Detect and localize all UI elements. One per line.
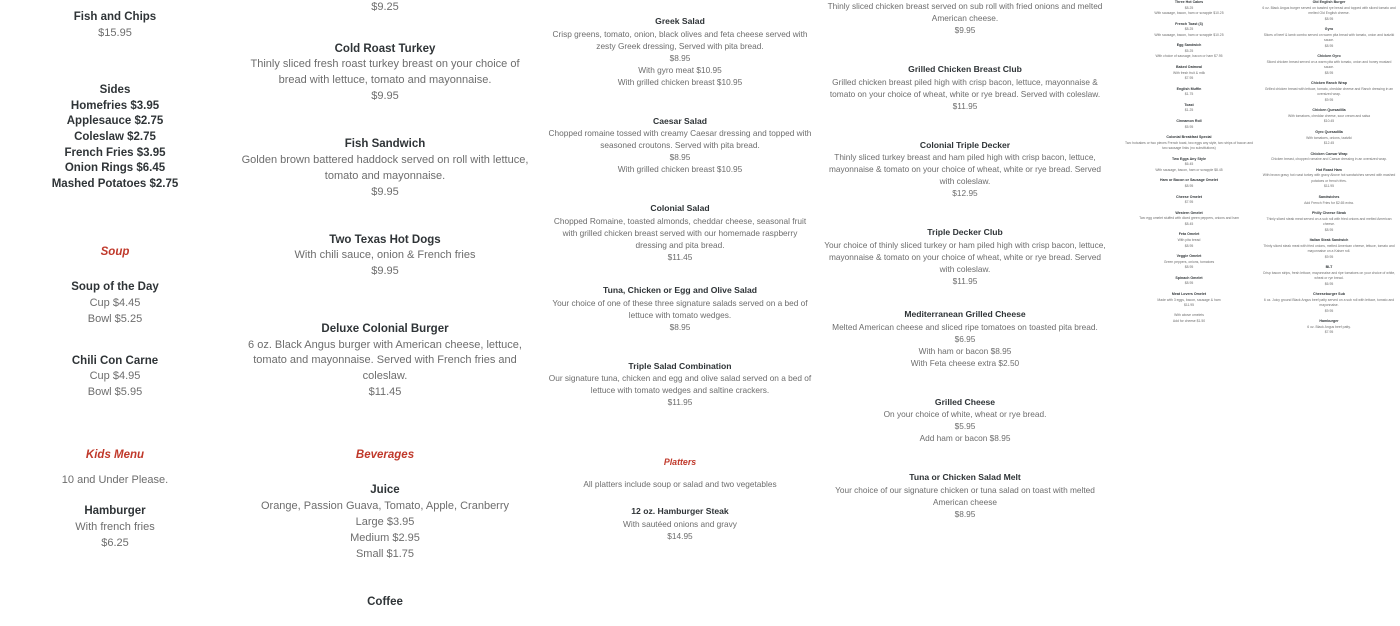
item-name: Hamburger [1319, 319, 1339, 324]
item-price: $9.95 [954, 25, 976, 36]
item-extra: With grilled chicken breast $10.95 [617, 76, 743, 87]
item-name: Deluxe Colonial Burger [321, 322, 449, 335]
item-name: Chicken Caesar Wrap [1310, 151, 1348, 156]
item-description: With tomatoes, onions, tzatziki [1306, 135, 1352, 140]
item-price: $15.95 [98, 26, 132, 39]
item-price-medium: Medium $2.95 [350, 531, 420, 544]
item-price-cup: Cup $4.45 [89, 296, 141, 309]
item-price-large: Large $3.95 [355, 515, 415, 528]
item-name: French Toast (3) [1175, 21, 1203, 26]
item-description: Crisp bacon strips, fresh lettuce, mayonnaise and ripe tomatoes on your choice of white, wheat or rye bread. [1262, 270, 1396, 281]
menu-item-kids-hamburger [10, 504, 220, 551]
platters-note: All platters include soup or salad and two vegetables [583, 478, 777, 489]
item-name: Chicken Ranch Wrap [1311, 81, 1347, 86]
item-name: Colonial Triple Decker [919, 139, 1011, 150]
menu-column-wraps [1258, 0, 1400, 341]
section-heading-soup: Soup [100, 246, 130, 259]
item-extra: With sausage, bacon, ham or scrapple $10.25 [1154, 32, 1224, 37]
menu-group-sides [10, 83, 220, 192]
menu-item-hamburger-plain [1262, 319, 1396, 336]
item-price: $10.45 [1323, 119, 1335, 124]
item-name: Cinnamon Roll [1176, 118, 1202, 123]
item-name: Feta Omelet [1178, 232, 1200, 237]
menu-item-coffee [238, 595, 532, 611]
menu-item-greek-salad [546, 16, 814, 88]
menu-item-three-hot-cakes [1122, 0, 1256, 17]
item-name: Cold Roast Turkey [334, 42, 436, 55]
item-name: Italian Steak Sandwich [1309, 238, 1349, 242]
menu-item-chicken-caesar-wrap [1262, 152, 1396, 163]
item-name: Hot Roast Ham [1316, 167, 1342, 172]
item-name: Grilled Chicken Breast Club [908, 64, 1022, 75]
item-description: With fresh fruit & milk [1172, 70, 1206, 75]
item-price-small: Small $1.75 [355, 547, 415, 560]
item-description: Thinly sliced steak meat with fried onions, melted American cheese, lettuce, tomato and mayonnaise on a Kaiser roll. [1263, 243, 1395, 254]
item-name: Chili Con Carne [71, 354, 159, 367]
item-price: $7.95 [1184, 200, 1194, 205]
menu-item-tuna-or-chicken-salad-melt [821, 472, 1109, 520]
menu-item-omelet-cheese-addon [1122, 313, 1256, 324]
kids-menu-note: 10 and Under Please. [61, 474, 169, 487]
item-description: Golden brown battered haddock served on roll with lettuce, tomato and mayonnaise. [241, 153, 529, 182]
item-price: $6.95 [954, 333, 976, 344]
item-price: $12.45 [1323, 141, 1335, 146]
item-extra: With Feta cheese extra $2.50 [910, 357, 1020, 368]
menu-item-feta-omelet [1122, 232, 1256, 249]
item-name: Hamburger [84, 505, 146, 518]
side-option: Onion Rings $6.45 [64, 162, 166, 175]
item-description: Add French Fries for $2.65 extra. [1304, 200, 1354, 205]
item-price: $5.25 [1184, 49, 1194, 53]
item-description: Grilled chicken breast with lettuce, tomato, cheddar cheese and Ranch dressing in an oversized wrap. [1264, 86, 1394, 97]
menu-item-two-texas-hot-dogs [238, 233, 532, 280]
item-price: $11.95 [667, 397, 693, 408]
menu-item-veggie-omelet [1122, 254, 1256, 271]
item-price: $9.95 [1324, 254, 1334, 259]
item-description: With sautéed onions and gravy [623, 518, 737, 529]
menu-item-gyro-quesadilla [1262, 130, 1396, 147]
item-price: $11.95 [952, 275, 978, 286]
item-name: Triple Decker Club [927, 227, 1003, 238]
item-price: $1.75 [1184, 92, 1194, 97]
item-price-bowl: Bowl $5.25 [87, 312, 143, 325]
item-price: $7.95 [1184, 76, 1194, 81]
menu-column-clubs [815, 0, 1115, 532]
item-name: Cheeseburger Sub [1313, 292, 1345, 297]
item-price: $11.45 [667, 251, 693, 262]
item-description: Orange, Passion Guava, Tomato, Apple, Cranberry [260, 499, 510, 512]
item-price: $6.25 [101, 536, 129, 549]
item-price: $8.95 [1324, 16, 1334, 21]
menu-column-sides [0, 0, 230, 568]
menu-item-colonial-triple-decker [821, 140, 1109, 200]
section-heading-beverages: Beverages [355, 449, 415, 462]
menu-item-juice [238, 483, 532, 562]
item-name: Colonial Breakfast Special [1166, 135, 1212, 140]
item-name: Baked Oatmeal [1176, 64, 1202, 69]
item-price: $8.95 [1324, 227, 1334, 232]
item-price: $8.95 [669, 52, 691, 63]
menu-group-sandwiches-note [1262, 195, 1396, 206]
item-description: Our signature tuna, chicken and egg and olive salad served on a bed of lettuce with tomato wedges and saltine crackers. [548, 373, 812, 396]
item-name: Fish and Chips [73, 11, 157, 23]
item-description: With brown gravy hot roast turkey with gravy Above hot sandwiches served with mashed potatoes or french fries. [1262, 173, 1396, 183]
item-description: With chili sauce, onion & French fries [294, 249, 476, 262]
item-name: Gyro [1324, 27, 1334, 32]
item-name: Caesar Salad [653, 115, 707, 126]
item-name: Chicken Gyro [1317, 54, 1341, 59]
item-name: BLT [1325, 265, 1333, 270]
item-price: $8.95 [1324, 70, 1334, 75]
menu-column-breakfast [1118, 0, 1260, 329]
menu-item-grilled-cheese [821, 397, 1109, 445]
item-name: Two Eggs Any Style [1172, 156, 1206, 161]
item-name: Sandwiches [1318, 194, 1340, 199]
item-description: Two hotcakes or two pieces French toast, two eggs any style, two strips of bacon and two sausage links (no substitutions) [1125, 140, 1253, 151]
item-price: $5.95 [1184, 124, 1194, 129]
item-price: $9.95 [1324, 97, 1334, 102]
item-description: 6 oz. Black Angus beef patty. [1307, 324, 1351, 329]
section-heading-platters: Platters [663, 457, 697, 468]
item-description: With above omelets [1174, 313, 1204, 318]
item-description: Sliced chicken breast served on a warm pita with tomato, onion and honey mustard sauce. [1266, 59, 1392, 70]
orphan-price: $9.25 [371, 1, 399, 13]
item-description: Thinly sliced fresh roast turkey breast on your choice of bread with lettuce, tomato and mayonnaise. [250, 58, 520, 87]
item-description: 6 oz. Juicy ground Black Angus beef patty served on a sub roll with lettuce, tomato and mayonnaise. [1263, 297, 1395, 308]
item-description: Two egg omelet stuffed with diced green peppers, onions and ham [1139, 216, 1239, 221]
menu-item-deluxe-colonial-burger [238, 322, 532, 401]
menu-item-triple-decker-club [821, 227, 1109, 287]
item-description: Your choice of our signature chicken or tuna salad on toast with melted American cheese [835, 484, 1095, 507]
menu-item-tuna-chicken-egg-olive-salad [546, 285, 814, 333]
menu-item-colonial-salad [546, 203, 814, 263]
item-description: On your choice of white, wheat or rye bread. [883, 409, 1047, 420]
item-name: Egg Sandwich [1176, 43, 1202, 48]
item-price: $1.25 [1184, 108, 1194, 113]
menu-item-cheese-omelet [1122, 195, 1256, 206]
side-option: Coleslaw $2.75 [74, 131, 156, 143]
item-name: Grilled Cheese [934, 396, 996, 407]
item-name: Spinach Omelet [1175, 275, 1203, 280]
menu-item-chicken-ranch-wrap [1262, 81, 1396, 103]
menu-item-western-omelet [1122, 211, 1256, 228]
item-price: $8.25 [1184, 5, 1194, 10]
menu-item-cinnamon-roll [1122, 119, 1256, 130]
sides-heading: Sides [99, 84, 131, 97]
item-description: Your choice of thinly sliced turkey or ham piled high with crisp bacon, lettuce, mayonnaise & tomato on your choice of wheat, white or rye bread. Served with coleslaw. [824, 239, 1106, 274]
item-price: $8.95 [669, 321, 691, 332]
item-price: $8.45 [1184, 221, 1194, 226]
item-description: Melted American cheese and sliced ripe tomatoes on toasted pita bread. [832, 321, 1098, 332]
side-option: Mashed Potatoes $2.75 [51, 177, 179, 190]
item-price: $12.95 [952, 188, 978, 199]
item-name: Juice [370, 484, 400, 497]
item-name: Coffee [367, 595, 403, 608]
item-price: $8.95 [669, 152, 691, 163]
item-name: Tuna or Chicken Salad Melt [909, 472, 1021, 483]
menu-item-ham-bacon-sausage-omelet [1122, 178, 1256, 189]
menu-item-cold-roast-turkey [238, 42, 532, 105]
item-description: With french fries [75, 520, 155, 533]
item-description: Slices of beef & lamb combo served on warm pita bread with tomato, onion and tzatziki sauce. [1263, 32, 1395, 43]
item-price: $8.95 [1184, 281, 1194, 286]
item-name: Toast [1184, 102, 1194, 107]
item-description: Green peppers, onions, tomatoes [1163, 259, 1215, 264]
menu-column-salads [540, 0, 820, 554]
menu-item-english-muffin [1122, 87, 1256, 98]
item-description: With pita bread [1177, 238, 1201, 243]
item-name: Ham or Bacon or Sausage Omelet [1160, 178, 1218, 183]
item-description: Made with 3 eggs, bacon, sausage & ham [1157, 297, 1221, 302]
item-price: $11.45 [368, 386, 402, 399]
item-description: Chopped romaine tossed with creamy Caesar dressing and topped with seasoned croutons. Served with pita bread. [548, 128, 812, 151]
item-name: Triple Salad Combination [628, 360, 732, 371]
item-extra: With grilled chicken breast $10.95 [617, 164, 743, 175]
menu-item-two-eggs-any-style [1122, 157, 1256, 174]
menu-item-triple-salad-combination [546, 361, 814, 409]
menu-item-grilled-chicken-breast-club [821, 64, 1109, 112]
item-description: Chopped Romaine, toasted almonds, cheddar cheese, seasonal fruit with grilled chicken breast served with our homemade raspberry dressing and pita bread. [553, 215, 807, 250]
menu-item-spinach-omelet [1122, 276, 1256, 287]
item-extra: Add ham or bacon $8.95 [919, 433, 1011, 444]
item-name: Mediterranean Grilled Cheese [904, 309, 1026, 319]
item-price: $9.95 [371, 185, 399, 198]
menu-item-meat-lovers-omelet [1122, 292, 1256, 309]
menu-item-hamburger-steak [546, 506, 814, 542]
item-description: Grilled chicken breast piled high with crisp bacon, lettuce, mayonnaise & tomato on your choice of wheat, white or rye bread. Served with coleslaw. [829, 76, 1101, 99]
item-price: $8.95 [1184, 243, 1194, 248]
menu-item-egg-sandwich [1122, 43, 1256, 60]
menu-item-philly-cheese-steak [1262, 211, 1396, 233]
menu-item-baked-oatmeal [1122, 65, 1256, 82]
item-price: $8.95 [954, 508, 976, 519]
item-price: $8.25 [1184, 27, 1194, 32]
item-extra: With ham or bacon $8.95 [918, 345, 1012, 356]
item-name: Western Omelet [1175, 210, 1203, 215]
menu-item-gyro [1262, 27, 1396, 49]
item-name: Three Hot Cakes [1174, 0, 1204, 4]
item-description: 6 oz. Black Angus burger served on toasted rye bread and topped with sliced tomato and melted Old English cheese. [1262, 5, 1396, 16]
item-description: 6 oz. Black Angus burger with American cheese, lettuce, tomato and mayonnaise. Served with French fries and coleslaw. [248, 338, 522, 383]
item-price: $8.95 [1184, 184, 1194, 189]
item-name: Soup of the Day [71, 281, 159, 294]
item-name: Philly Cheese Steak [1312, 210, 1346, 215]
item-description: Thinly sliced steak meat served on a sub roll with fried onions and melted American cheese. [1266, 216, 1392, 227]
menu-item-old-english-burger [1262, 0, 1396, 22]
item-description: With tomatoes, cheddar cheese, sour cream and salsa [1288, 114, 1370, 118]
item-price: $9.95 [371, 90, 399, 103]
menu-item-fish-sandwich [238, 137, 532, 200]
item-price: $11.95 [1323, 184, 1335, 189]
item-name: Gyro Quesadilla [1315, 129, 1343, 134]
menu-item-french-toast [1122, 22, 1256, 39]
item-name: 12 oz. Hamburger Steak [631, 506, 729, 517]
item-price: $7.95 [1324, 330, 1334, 335]
item-name: Chicken Quesadilla [1312, 108, 1346, 113]
item-price: $9.95 [1324, 308, 1334, 313]
side-option: Applesauce $2.75 [66, 115, 164, 128]
menu-item-fish-and-chips [10, 10, 220, 41]
item-description: Thinly sliced chicken breast served on sub roll with fried onions and melted American cheese. [827, 1, 1103, 24]
item-name: Veggie Omelet [1176, 253, 1202, 258]
item-extra: With sausage, bacon, ham or scrapple $10.25 [1154, 11, 1224, 16]
item-price: $9.95 [371, 265, 399, 278]
item-name: Fish Sandwich [344, 138, 426, 151]
item-extra: Add for cheese $1.50 [1172, 318, 1206, 323]
item-description: Your choice of one of these three signature salads served on a bed of lettuce with tomato wedges. [552, 297, 808, 320]
item-name: English Muffin [1176, 86, 1202, 91]
menu-item-cheeseburger-sub [1262, 292, 1396, 314]
menu-item-hot-roast-ham [1262, 168, 1396, 190]
item-name: Old English Burger [1312, 0, 1346, 4]
side-option: Homefries $3.95 [70, 99, 160, 112]
side-option: French Fries $3.95 [64, 146, 166, 159]
item-description: Chicken breast, chopped romaine and Caesar dressing in an oversized wrap. [1271, 157, 1387, 162]
item-extra: With gyro meat $10.95 [638, 64, 722, 75]
item-price: $8.95 [1324, 43, 1334, 48]
item-description: Thinly sliced turkey breast and ham piled high with crisp bacon, lettuce, mayonnaise & tomato on your choice of wheat, white or rye bread. Served with coleslaw. [828, 152, 1102, 187]
menu-item-toast [1122, 103, 1256, 114]
menu-item-chicken-quesadilla [1262, 108, 1396, 125]
item-price: $11.95 [1183, 302, 1195, 307]
item-name: Greek Salad [655, 16, 705, 26]
menu-item-colonial-breakfast-special [1122, 135, 1256, 152]
item-name: Cheese Omelet [1176, 194, 1202, 199]
item-name: Two Texas Hot Dogs [329, 233, 441, 246]
item-extra: With choice of sausage, bacon or ham $7.95 [1155, 54, 1223, 59]
section-heading-kids-menu: Kids Menu [85, 448, 145, 461]
menu-item-caesar-salad [546, 116, 814, 176]
item-price: $6.45 [1184, 162, 1194, 167]
item-price: $11.95 [952, 100, 978, 111]
menu-item-chili-con-carne [10, 354, 220, 401]
item-name: Tuna, Chicken or Egg and Olive Salad [602, 284, 758, 295]
menu-item-chicken-gyro [1262, 54, 1396, 76]
menu-item-italian-steak-sandwich [1262, 238, 1396, 260]
item-price-cup: Cup $4.95 [89, 370, 141, 383]
item-description: Crisp greens, tomato, onion, black olives and feta cheese served with zesty Greek dressing, Served with pita bread. [552, 28, 808, 51]
item-name: Meat Lovers Omelet [1171, 291, 1207, 296]
menu-item-orphan-chicken-sub [821, 0, 1109, 36]
item-extra: With sausage, bacon, ham or scrapple $8.45 [1155, 167, 1223, 172]
item-price: $8.95 [1184, 265, 1194, 270]
menu-item-soup-of-the-day [10, 280, 220, 327]
item-name: Colonial Salad [650, 203, 710, 214]
item-price-bowl: Bowl $5.95 [87, 386, 143, 398]
menu-column-sandwiches [230, 0, 540, 626]
menu-item-mediterranean-grilled-cheese [821, 309, 1109, 369]
item-price: $6.95 [1324, 281, 1334, 286]
item-price: $5.95 [954, 421, 976, 432]
menu-item-blt [1262, 265, 1396, 287]
item-price: $14.95 [667, 530, 693, 541]
